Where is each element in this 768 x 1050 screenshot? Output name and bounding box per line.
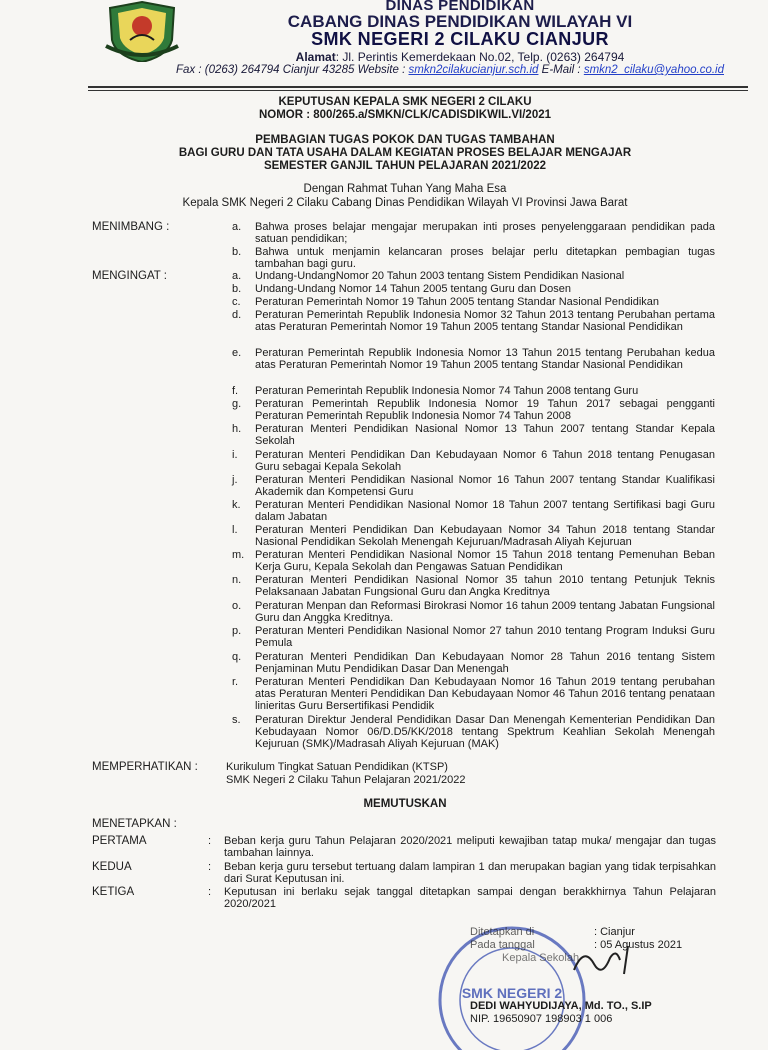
decree-title: KEPUTUSAN KEPALA SMK NEGERI 2 CILAKU — [278, 96, 532, 108]
date-label: Pada tanggal — [470, 939, 535, 951]
email-link[interactable]: smkn2_cilaku@yahoo.co.id — [583, 64, 724, 76]
fax-text: Fax : (0263) 264794 Cianjur 43285 Website : — [176, 64, 409, 76]
mengingat-item-letter: d. — [232, 309, 242, 321]
address-text: : Jl. Perintis Kemerdekaan No.02, Telp. (0263) 264794 — [335, 50, 625, 64]
mengingat-item-text: Peraturan Menteri Pendidikan Dan Kebudayaan Nomor 16 Tahun 2019 tentang perubahan atas Peraturan Menteri Pendidikan Dan Kebudayaan Nomor 46 Tahun 2016 tentang penataan linieritas Guru Bersertifikasi Pendidik — [255, 676, 715, 712]
signer-role: Kepala Sekolah — [502, 952, 580, 964]
menetapkan-item-label: KETIGA — [92, 886, 135, 898]
mengingat-item-text: Peraturan Menteri Pendidikan Nasional Nomor 13 Tahun 2007 tentang Standar Kepala Sekolah — [255, 423, 715, 447]
menimbang-item-text: Bahwa proses belajar mengajar merupakan inti proses penyelenggaraan pendidikan pada satuan pendidikan; — [255, 221, 715, 245]
branch-name: CABANG DINAS PENDIDIKAN WILAYAH VI — [287, 12, 633, 31]
email-label: E-Mail : — [538, 64, 584, 76]
mengingat-item-letter: c. — [232, 296, 241, 308]
menimbang-item-letter: b. — [232, 246, 242, 258]
subject-line-3: SEMESTER GANJIL TAHUN PELAJARAN 2021/2022 — [263, 160, 547, 172]
signer-nip: NIP. 19650907 198903 1 006 — [470, 1013, 613, 1025]
menetapkan-item-label: PERTAMA — [92, 835, 147, 847]
memutuskan-heading: MEMUTUSKAN — [363, 798, 447, 810]
mengingat-item-letter: l. — [232, 524, 238, 536]
mengingat-item-text: Peraturan Menpan dan Reformasi Birokrasi Nomor 16 tahun 2009 tentang Jabatan Fungsional Guru dan Anggka Kreditnya. — [255, 600, 715, 624]
mengingat-item-letter: f. — [232, 385, 239, 397]
mengingat-item-text: Undang-UndangNomor 20 Tahun 2003 tentang Sistem Pendidikan Nasional — [255, 270, 625, 282]
mengingat-item-letter: h. — [232, 423, 242, 435]
menetapkan-item-text: Beban kerja guru tersebut tertuang dalam lampiran 1 dan merupakan bagian yang tidak terpisahkan dari Surat Keputusan ini. — [224, 861, 716, 885]
mengingat-item-letter: m. — [232, 549, 245, 561]
header-rule-thick — [88, 86, 748, 88]
mengingat-item-text: Peraturan Menteri Pendidikan Dan Kebudayaan Nomor 28 Tahun 2016 tentang Sistem Penjaminan Mutu Pendidikan Dasar Dan Menengah — [255, 651, 715, 675]
mengingat-item-text: Peraturan Pemerintah Republik Indonesia Nomor 74 Tahun 2008 tentang Guru — [255, 385, 639, 397]
government-logo — [102, 0, 182, 62]
agency-name: DINAS PENDIDIKAN — [385, 0, 535, 14]
date-value: : 05 Agustus 2021 — [594, 939, 683, 951]
mengingat-item-letter: b. — [232, 283, 242, 295]
blessing-line: Dengan Rahmat Tuhan Yang Maha Esa — [303, 183, 507, 195]
mengingat-item-letter: i. — [232, 449, 238, 461]
mengingat-item-text: Peraturan Pemerintah Republik Indonesia Nomor 13 Tahun 2015 tentang Perubahan kedua atas Peraturan Pemerintah Nomor 19 Tahun 2005 tentang Standar Nasional Pendidikan — [255, 347, 715, 371]
signer-name: DEDI WAHYUDIJAYA, Md. TO., S.IP — [470, 1000, 652, 1012]
mengingat-item-letter: g. — [232, 398, 242, 410]
menetapkan-item-colon: : — [208, 886, 212, 898]
contact-line — [150, 64, 750, 76]
memperhatikan-label: MEMPERHATIKAN : — [92, 761, 198, 773]
mengingat-item-text: Peraturan Menteri Pendidikan Dan Kebudayaan Nomor 6 Tahun 2018 tentang Penugasan Guru sebagai Kepala Sekolah — [255, 449, 715, 473]
menetapkan-item-text: Beban kerja guru Tahun Pelajaran 2020/2021 meliputi kewajiban tatap muka/ mengajar dan tugas tambahan lainnya. — [224, 835, 716, 859]
mengingat-item-letter: r. — [232, 676, 239, 688]
menetapkan-item-colon: : — [208, 835, 212, 847]
school-name: SMK NEGERI 2 CILAKU CIANJUR — [311, 29, 609, 49]
website-link[interactable]: smkn2cilakucianjur.sch.id — [408, 64, 539, 76]
mengingat-item-letter: o. — [232, 600, 242, 612]
menimbang-item-text: Bahwa untuk menjamin kelancaran proses belajar perlu ditetapkan pembagian tugas tambahan bagi guru. — [255, 246, 715, 270]
menimbang-label: MENIMBANG : — [92, 221, 170, 233]
mengingat-item-text: Peraturan Menteri Pendidikan Nasional Nomor 27 tahun 2010 tentang Program Induksi Guru Pemula — [255, 625, 715, 649]
mengingat-item-letter: n. — [232, 574, 242, 586]
issuer-line: Kepala SMK Negeri 2 Cilaku Cabang Dinas Pendidikan Wilayah VI Provinsi Jawa Barat — [182, 197, 628, 209]
mengingat-item-text: Peraturan Menteri Pendidikan Nasional Nomor 35 tahun 2010 tentang Petunjuk Teknis Pelaksanaan Jabatan Fungsional Guru dan Angka Kreditnya — [255, 574, 715, 598]
mengingat-item-text: Peraturan Menteri Pendidikan Dan Kebudayaan Nomor 34 Tahun 2018 tentang Standar Nasional Pendidikan Sekolah Menengah Kejuruan/Madrasah Aliyah Kejuruan — [255, 524, 715, 548]
mengingat-item-text: Peraturan Pemerintah Republik Indonesia Nomor 19 Tahun 2017 sebagai pengganti Peraturan Pemerintah Republik Indonesia Nomor 74 Tahun 2008 — [255, 398, 715, 422]
place-label: Ditetapkan di — [470, 926, 535, 938]
mengingat-item-letter: s. — [232, 714, 241, 726]
menetapkan-item-text: Keputusan ini berlaku sejak tanggal ditetapkan sampai dengan berakkhirnya Tahun Pelajaran 2020/2021 — [224, 886, 716, 910]
header-rule-thin — [88, 90, 748, 91]
stamp-text: SMK NEGERI 2 — [461, 985, 563, 1001]
menimbang-item-letter: a. — [232, 221, 242, 233]
mengingat-item-text: Peraturan Direktur Jenderal Pendidikan Dasar Dan Menengah Kementerian Pendidikan Dan Kebudayaan Nomor 06/D.D5/KK/2018 tentang Spektrum Keahlian Sekolah Menengah Kejuruan (SMK)/Madrasah Aliyah Kejuruan (MAK) — [255, 714, 715, 750]
address-line — [180, 50, 740, 64]
decree-number: NOMOR : 800/265.a/SMKN/CLK/CADISDIKWIL.VI/2021 — [258, 109, 552, 121]
mengingat-item-letter: q. — [232, 651, 242, 663]
place-value: : Cianjur — [594, 926, 635, 938]
mengingat-item-text: Peraturan Menteri Pendidikan Nasional Nomor 16 Tahun 2007 tentang Standar Kualifikasi Akademik dan Kompetensi Guru — [255, 474, 715, 498]
memperhatikan-line-2: SMK Negeri 2 Cilaku Tahun Pelajaran 2021/2022 — [226, 774, 466, 786]
mengingat-item-text: Peraturan Menteri Pendidikan Nasional Nomor 15 Tahun 2018 tentang Pemenuhan Beban Kerja Guru, Kepala Sekolah dan Pengawas Satuan Pendidikan — [255, 549, 715, 573]
subject-line-2: BAGI GURU DAN TATA USAHA DALAM KEGIATAN PROSES BELAJAR MENGAJAR — [178, 147, 632, 159]
subject-line-1: PEMBAGIAN TUGAS POKOK DAN TUGAS TAMBAHAN — [255, 134, 555, 146]
mengingat-item-letter: a. — [232, 270, 242, 282]
mengingat-item-letter: k. — [232, 499, 241, 511]
mengingat-label: MENGINGAT : — [92, 270, 167, 282]
mengingat-item-letter: j. — [232, 474, 238, 486]
address-label: Alamat — [295, 50, 336, 64]
mengingat-item-text: Undang-Undang Nomor 14 Tahun 2005 tentang Guru dan Dosen — [255, 283, 571, 295]
menetapkan-item-colon: : — [208, 861, 212, 873]
mengingat-item-text: Peraturan Pemerintah Republik Indonesia Nomor 32 Tahun 2013 tentang Perubahan pertama atas Peraturan Pemerintah Nomor 19 Tahun 2005 tentang Standar Nasional Pendidikan — [255, 309, 715, 333]
mengingat-item-text: Peraturan Pemerintah Nomor 19 Tahun 2005 tentang Standar Nasional Pendidikan — [255, 296, 660, 308]
memperhatikan-line-1: Kurikulum Tingkat Satuan Pendidikan (KTSP) — [226, 761, 448, 773]
mengingat-item-letter: p. — [232, 625, 242, 637]
menetapkan-label: MENETAPKAN : — [92, 818, 177, 830]
mengingat-item-text: Peraturan Menteri Pendidikan Nasional Nomor 18 Tahun 2007 tentang Sertifikasi bagi Guru dalam Jabatan — [255, 499, 715, 523]
menetapkan-item-label: KEDUA — [92, 861, 132, 873]
mengingat-item-letter: e. — [232, 347, 242, 359]
